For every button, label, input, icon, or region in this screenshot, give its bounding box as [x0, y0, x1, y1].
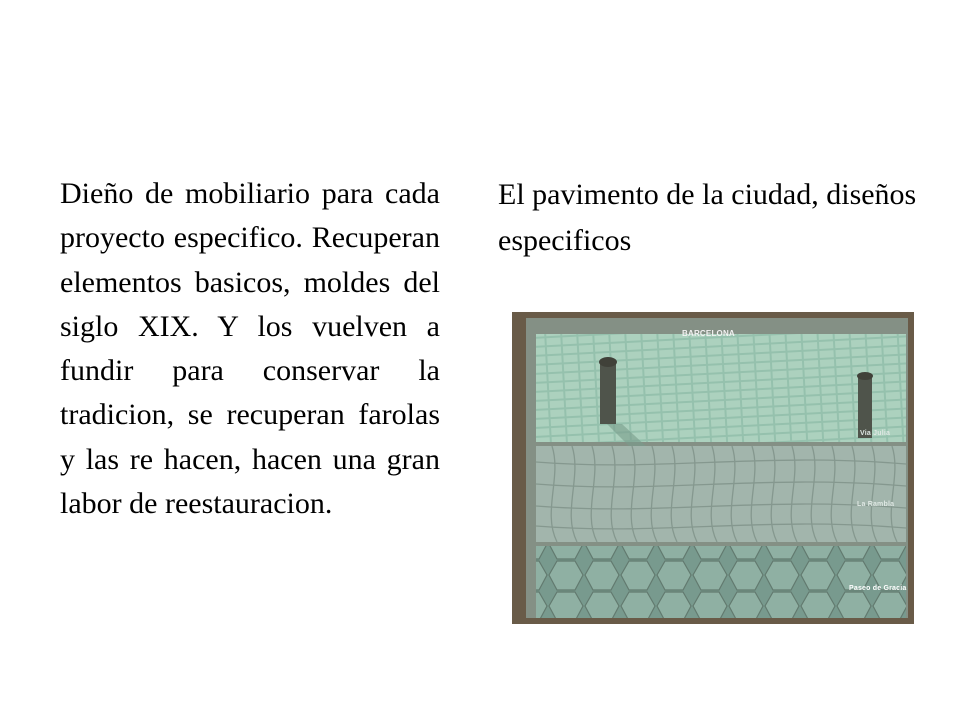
left-text-column — [60, 172, 440, 526]
pavement-heading: El pavimento de la ciudad, diseños especificos — [498, 178, 917, 257]
photo-label-via-julia: Via Julia — [860, 430, 891, 437]
photo-title-label: BARCELONA — [682, 329, 735, 338]
right-text-column — [498, 172, 918, 264]
furniture-design-paragraph: Dieño de mobiliario para cada proyecto especifico. Recuperan elementos basicos, moldes del siglo XIX. Y los vuelven a fundir para conservar la tradicion, se recuperan farolas y las re hacen, hacen una gran labor de reestauracion. — [60, 177, 440, 521]
pavement-photo-graphic — [512, 312, 914, 624]
pavement-photo — [512, 312, 914, 624]
photo-label-paseo-de-gracia: Paseo de Gracia — [849, 585, 907, 592]
photo-label-la-rambla: La Rambla — [857, 501, 895, 508]
